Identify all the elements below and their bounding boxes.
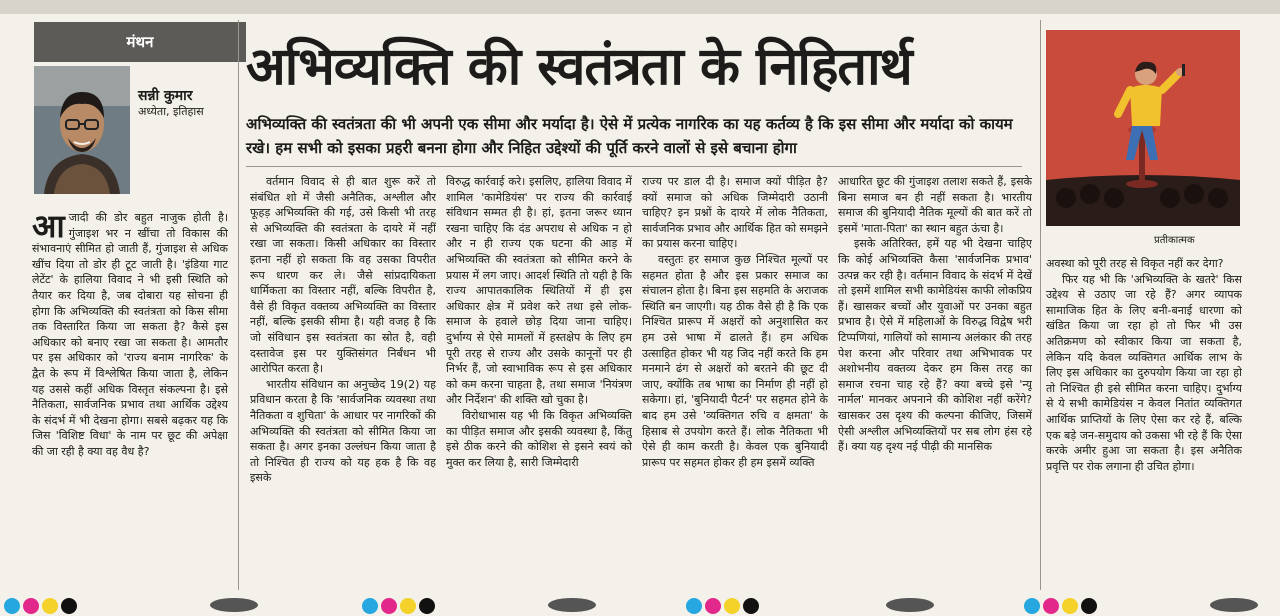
article-column-6 [1046,256,1242,588]
black-dot [419,598,435,614]
registration-oval [1210,598,1258,612]
paragraph: वस्तुतः हर समाज कुछ निश्चित मूल्यों पर सहमत होता है और इस प्रकार समाज का संचालन होता है। बिना इस सहमति के अराजक स्थिति बन जाएगी। यह ठीक वैसे ही है कि एक निश्चित प्रारूप में अक्षरों को अनुशासित कर हम उसे भाषा में ढालते हैं। हम अधिक उत्साहित होकर भी यह जिद नहीं करते कि हम मनमाने ढंग से अक्षरों को बरतने की छूट दी जाए, क्योंकि तब भाषा का निर्माण ही नहीं हो सकेगा। हां, 'बुनियादी पैटर्न' पर सहमत होने के बाद हम उसे 'व्यक्तिगत रुचि व क्षमता' के हिसाब से उपयोग करते हैं। लोक नैतिकता भी ऐसे ही काम करती है। केवल एक बुनियादी प्रारूप पर सहमत होकर ही हम इसमें व्यक्ति [642,252,828,469]
magenta-dot [381,598,397,614]
paragraph: वर्तमान विवाद से ही बात शुरू करें तो संबंधित शो में जैसी अनैतिक, अश्लील और फूहड़ अभिव्यक्ति की गई, उसे किसी भी तरह से अभिव्यक्ति की स्वतंत्रता के दायरे में नहीं रखा जा सकता। किसी अधिकार का विस्तार इतना नहीं हो सकता कि वह उसका विपरीत रूप धारण कर ले। जैसे सांप्रदायिकता धार्मिकता का विस्तार नहीं, बल्कि विपरीत है, वैसे ही विकृत वक्तव्य अभिव्यक्ति का विस्तार नहीं, बल्कि इसकी सीमा है। यही वजह है कि जो संविधान इस स्वतंत्रता का स्रोत है, वही दस्तावेज इस पर युक्तिसंगत निर्बंधन भी आरोपित करता है। [250,175,436,376]
paragraph: आजादी की डोर बहुत नाजुक होती है। गुंजाइश भर न खींचा तो विकास की संभावनाएं सीमित हो जाती हैं, गुंजाइश से अधिक खींच दिया तो डोर ही टूट जाती है। 'इंडिया गाट लेटेंट' के हालिया विवाद ने भी इसी स्थिति को तैयार कर दिया है, जब दोबारा यह सोचना ही होगा कि अभिव्यक्ति की स्वतंत्रता को किस सीमा तक विस्तारित किया जा सकता है? कैसे इस अधिकार को बनाए रखा जा सकता है। आमतौर पर इस अधिकार को 'राज्य बनाम नागरिक' के द्वैत के रूप में विश्लेषित किया जाता है, लेकिन यह उससे कहीं अधिक विस्तृत संकल्पना है। इसे नैतिकता, सार्वजनिक प्रभाव तथा आर्थिक उद्देश्य के संदर्भ में भी देखना होगा। सबसे बढ़कर यह कि जिस 'विशिष्ट विधा' के नाम पर छूट की अपेक्षा की जा रही है क्या वह वैध है? [32,210,228,458]
article-headline: अभिव्यक्ति की स्वतंत्रता के निहितार्थ [246,37,912,97]
yellow-dot [724,598,740,614]
registration-oval [548,598,596,612]
column-rule [246,166,1022,167]
article-column-4 [642,174,828,588]
registration-marks-center-right [686,596,759,616]
cyan-dot [362,598,378,614]
comedian-illustration [1046,30,1240,226]
author-role: अध्येता, इतिहास [138,105,204,118]
article-column-5 [838,174,1032,588]
column-rule [1040,20,1041,590]
illustration-image [1046,30,1240,226]
cyan-dot [1024,598,1040,614]
paragraph: राज्य पर डाल दी है। समाज क्यों पीड़ित है? क्यों समाज को अधिक जिम्मेदारी उठानी चाहिए? इन प्रश्नों के दायरे में लोक नैतिकता, सार्वजनिक प्रभाव और आर्थिक हित को समझने का प्रयास करना चाहिए। [642,175,828,251]
image-caption: प्रतीकात्मक [1154,235,1195,246]
paragraph: आधारित छूट की गुंजाइश तलाश सकते हैं, इसके बिना समाज बन ही नहीं सकता है। भारतीय समाज की बुनियादी नैतिक मूल्यों की बात करें तो इसमें 'माता-पिता' का स्थान बहुत ऊंचा है। [838,175,1032,235]
article-column-2 [250,174,436,588]
registration-oval [886,598,934,612]
registration-oval [210,598,258,612]
article-column-3 [446,174,632,588]
author-name: सन्नी कुमार [138,88,193,104]
black-dot [743,598,759,614]
paragraph: भारतीय संविधान का अनुच्छेद 19(2) यह प्रविधान करता है कि 'सार्वजनिक व्यवस्था तथा नैतिकता व शुचिता' के आधार पर नागरिकों की अभिव्यक्ति की स्वतंत्रता को सीमित किया जा सकता है। अगर इनका उल्लंघन किया जाता है तो निश्चित ही राज्य को यह हक है कि वह इसके [250,377,436,485]
yellow-dot [1062,598,1078,614]
cyan-dot [686,598,702,614]
magenta-dot [23,598,39,614]
section-tag [34,22,246,62]
cyan-dot [4,598,20,614]
article-column-1 [32,210,228,588]
registration-marks-left [4,596,77,616]
author-photo [34,66,130,194]
column-rule [238,20,239,590]
registration-marks-center [362,596,435,616]
black-dot [1081,598,1097,614]
paragraph: फिर यह भी कि 'अभिव्यक्ति के खतरे' किस उद्देश्य से उठाए जा रहे हैं? अगर व्यापक सामाजिक हित के लिए बनी-बनाई धारणा को खंडित किया जा रहा हो तो फिर भी उस अतिक्रमण को स्वीकार किया जा सकता है, लेकिन यदि केवल व्यक्तिगत आर्थिक लाभ के लिए इस अधिकार का दुरुपयोग किया जा रहा हो तो निश्चित ही इसे सीमित करना चाहिए। दुर्भाग्य से ये सभी कामेडियंस न केवल नितांत व्यक्तिगत आर्थिक प्राप्तियों के लिए ऐसा कर रहे हैं, बल्कि एक बड़े जन-समुदाय को उकसा भी रहे हैं कि ऐसा करके अमीर हुआ जा सकता है। इस अनैतिक प्रवृत्ति पर रोक लगाना ही उचित होगा। [1046,272,1242,473]
yellow-dot [42,598,58,614]
drop-cap: आ [32,210,65,245]
registration-marks-right [1024,596,1097,616]
magenta-dot [1043,598,1059,614]
article-deck: अभिव्यक्ति की स्वतंत्रता की भी अपनी एक सीमा और मर्यादा है। ऐसे में प्रत्येक नागरिक का यह कर्तव्य है कि इस सीमा और मर्यादा को कायम रखे। हम सभी को इसका प्रहरी बनना होगा और निहित उद्देश्यों की पूर्ति करने वालों से इसे बचाना होगा [246,115,1013,157]
paragraph: विरुद्ध कार्रवाई करे। इसलिए, हालिया विवाद में शामिल 'कामेडियंस' पर राज्य की कार्रवाई संविधान सम्मत ही है। हां, इतना जरूर ध्यान रखना चाहिए कि दंड अपराध से अधिक न हो और न ही राज्य एक घटना की आड़ में अभिव्यक्ति की स्वतंत्रता को सीमित करने के प्रयास में लग जाए। आदर्श स्थिति तो यही है कि राज्य आपातकालिक स्थितियों में ही इस अधिकार क्षेत्र में प्रवेश करे तथा इसे लोक-समाज के हवाले छोड़ दिया जाना चाहिए। दुर्भाग्य से ऐसे मामलों में हस्तक्षेप के लिए हम पूरी तरह से राज्य और उसके कानूनों पर ही निर्भर हैं, जो स्वाभाविक रूप से इस अधिकार को कम करना चाहता है, तथा समाज 'नियंत्रण और निर्देशन' की शक्ति खो चुका है। [446,175,632,407]
author-portrait-image [34,66,130,194]
top-strip [0,0,1280,14]
section-label: मंथन [126,33,154,51]
paragraph: अवस्था को पूरी तरह से विकृत नहीं कर देगा? [1046,257,1224,270]
black-dot [61,598,77,614]
paragraph: इसके अतिरिक्त, हमें यह भी देखना चाहिए कि कोई अभिव्यक्ति कैसा 'सार्वजनिक प्रभाव' उत्पन्न कर रही है। वर्तमान विवाद के संदर्भ में देखें तो इसमें शामिल सभी कामेडियंस काफी लोकप्रिय हैं। खासकर बच्चों और युवाओं पर उनका बहुत प्रभाव है। ऐसे में महिलाओं के विरुद्ध विद्वेष भरी टिप्पणियां, गालियों को सामान्य अलंकार की तरह पेश करना और परिवार तथा अभिभावक पर अशोभनीय वक्तव्य देकर हम किस तरह का समाज रचना चाह रहे हैं? क्या बच्चे इसे 'न्यू नार्मल' मानकर अपनाने की कोशिश नहीं करेंगे? खासकर उस दृश्य की कल्पना कीजिए, जिसमें ऐसी अश्लील अभिव्यक्तियों पर सब लोग हंस रहे हैं। क्या यह दृश्य नई पीढ़ी की मानसिक [838,237,1032,454]
magenta-dot [705,598,721,614]
paragraph: विरोधाभास यह भी कि विकृत अभिव्यक्ति का पीड़ित समाज और इसकी व्यवस्था है, किंतु इसे ठीक करने की कोशिश से इसने स्वयं को मुक्त कर लिया है, सारी जिम्मेदारी [446,408,632,469]
yellow-dot [400,598,416,614]
